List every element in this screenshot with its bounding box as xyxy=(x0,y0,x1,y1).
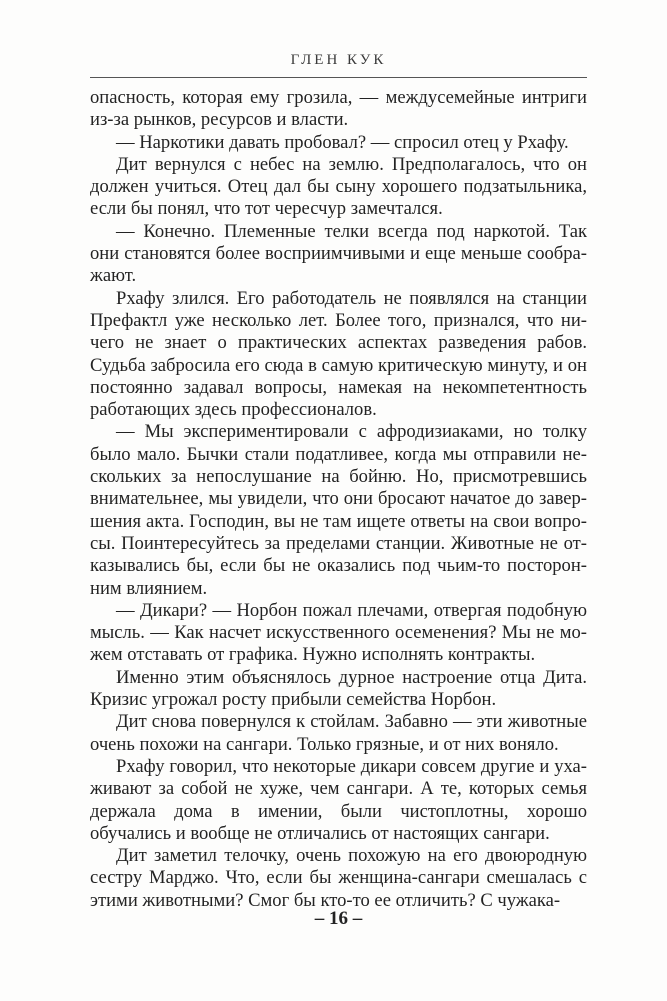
paragraph: — Конечно. Племенные телки всегда под наркотой. Так они становятся более восприимчивыми и еще меньше соображают. xyxy=(90,220,587,287)
paragraph: Рхафу говорил, что некоторые дикари совсем другие и ухаживают за собой не хуже, чем сангари. А те, которых семья держала дома в имении, были чистоплотны, хорошо обучались и вообще не отличались от настоящих сангари. xyxy=(90,755,587,844)
page-number: – 16 – xyxy=(314,908,363,929)
paragraph: — Наркотики давать пробовал? — спросил отец у Рхафу. xyxy=(116,131,569,153)
paragraph: — Мы экспериментировали с афродизиаками, но толку было мало. Бычки стали податливее, когда мы отправили нескольких за непослушание на бойню. Но, присмотревшись внимательнее, мы увидели, что они бросают начатое до завершения акта. Господин, вы не там ищете ответы на свои вопросы. Поинтересуйтесь за пределами станции. Животные не отказывались бы, если бы не оказались под чьим-то посторонним влиянием. xyxy=(90,421,587,599)
paragraph: Дит снова повернулся к стойлам. Забавно — эти животные очень похожи на сангари. Только грязные, и от них воняло. xyxy=(90,711,587,755)
paragraph: Именно этим объяснялось дурное настроение отца Дита. Кризис угрожал росту прибыли семейства Норбон. xyxy=(90,666,587,711)
paragraph: Дит вернулся с небес на землю. Предполагалось, что он должен учиться. Отец дал бы сыну хорошего подзатыльника, если бы понял, что тот чересчур замечтался. xyxy=(90,153,587,220)
body-text xyxy=(90,87,587,912)
paragraph-continuation: опасность, которая ему грозила, — междусемейные интриги из-за рынков, ресурсов и власти. xyxy=(90,87,587,131)
running-head-author: ГЛЕН КУК xyxy=(290,52,387,68)
paragraph: — Дикари? — Норбон пожал плечами, отвергая подобную мысль. — Как насчет искусственного осеменения? Мы не можем отставать от графика. Нужно исполнять контракты. xyxy=(90,599,587,666)
paragraph: Дит заметил телочку, очень похожую на его двоюродную сестру Марджо. Что, если бы женщина-сангари смешалась с этими животными? Смог бы кто-то ее отличить? С чужака- xyxy=(90,845,587,911)
header-divider xyxy=(90,77,587,78)
paragraph: Рхафу злился. Его работодатель не появлялся на станции Префактл уже несколько лет. Более того, признался, что ничего не знает о практических аспектах разведения рабов. Судьба забросила его сюда в самую критическую минуту, и он постоянно задавал вопросы, намекая на некомпетентность работающих здесь профессионалов. xyxy=(90,287,587,421)
